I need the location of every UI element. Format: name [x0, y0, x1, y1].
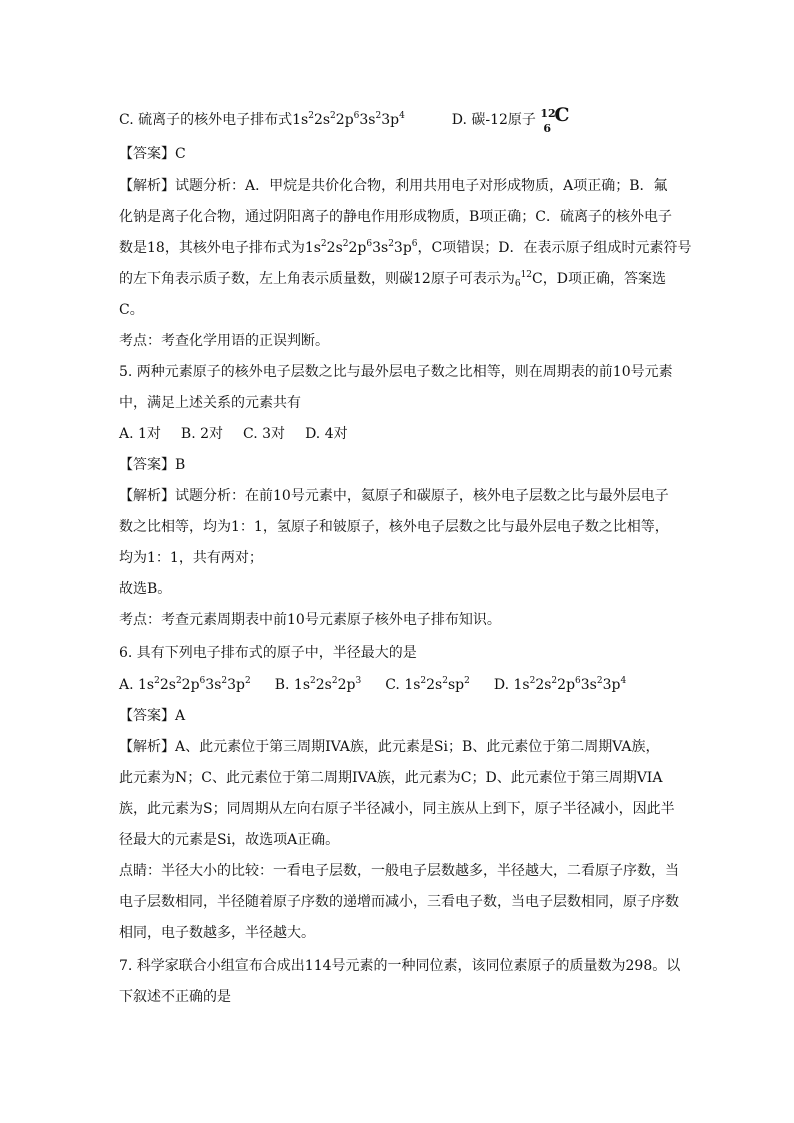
q5-analysis-line: 故选B。 [119, 581, 172, 597]
q4-answer: 【答案】C [119, 146, 186, 162]
q6-analysis-line: 径最大的元素是Si，故选项A正确。 [119, 832, 340, 848]
q6-analysis-line: 族，此元素为S；同周期从左向右原子半径减小，同主族从上到下，原子半径减小，因此半 [119, 801, 675, 817]
q5-analysis-line: 数之比相等，均为1：1，氢原子和铍原子，核外电子层数之比与最外层电子数之比相等， [119, 519, 669, 535]
q4-analysis-line: C。 [119, 302, 144, 318]
q6-option-c: C. $1s^22s^2sp^2$ [385, 676, 470, 693]
q4-analysis-line: 【解析】试题分析：A．甲烷是共价化合物，利用共用电子对形成物质，A项正确；B．氟 [119, 178, 668, 194]
q4-kaodian: 考点：考查化学用语的正误判断。 [119, 333, 329, 349]
q5-answer: 【答案】B [119, 457, 186, 473]
q6-analysis-line: 此元素为N；C、此元素位于第二周期IVA族，此元素为C；D、此元素位于第三周期VIA [119, 770, 663, 786]
q6-analysis-line: 【解析】A、此元素位于第三周期IVA族，此元素是Si；B、此元素位于第二周期VA族， [119, 739, 660, 755]
q6-note-line: 电子层数相同，半径随着原子序数的递增而减小，三看电子数，当电子层数相同，原子序数 [119, 894, 679, 910]
q4-options-cd [119, 104, 570, 135]
q5-stem: 5. 两种元素原子的核外电子层数之比与最外层电子数之比相等，则在周期表的前10号元素 [119, 364, 673, 380]
q6-answer: 【答案】A [119, 708, 186, 724]
q5-options [119, 424, 348, 444]
q6-stem: 6. 具有下列电子排布式的原子中，半径最大的是 [119, 645, 417, 661]
q5-option-a: A. 1对 [119, 426, 161, 442]
q7-stem: 7. 科学家联合小组宣布合成出114号元素的一种同位素，该同位素原子的质量数为298。以 [119, 958, 681, 974]
q6-option-a: A. $1s^22s^22p^63s^23p^2$ [119, 676, 251, 693]
q4-option-c-formula: $1s^22s^22p^63s^23p^4$ [292, 111, 405, 128]
q6-note-line: 相同，电子数越多，半径越大。 [119, 925, 315, 941]
q6-option-d: D. $1s^22s^22p^63s^23p^4$ [493, 676, 627, 693]
q4-analysis-line: 化钠是离子化合物，通过阴阳离子的静电作用形成物质，B项正确；C．硫离子的核外电子 [119, 209, 672, 225]
q6-option-b: B. $1s^22s^22p^3$ [274, 676, 362, 693]
q5-analysis-line: 【解析】试题分析：在前10号元素中，氦原子和碳原子，核外电子层数之比与最外层电子 [119, 488, 669, 504]
q4-analysis-line: 的左下角表示质子数，左上角表示质量数，则碳12原子可表示为$_6^{12}$C，D项正确，答案选 [119, 270, 666, 289]
sulfide-ion-formula: $1s^22s^22p^63s^23p^6$ [304, 239, 418, 256]
q4-option-c: C. 硫离子的核外电子排布式 [119, 112, 293, 128]
carbon-12-nuclide: 12 6 C [540, 104, 570, 135]
q6-note-line: 点睛：半径大小的比较：一看电子层数，一般电子层数越多，半径越大，二看原子序数，当 [119, 863, 679, 879]
q6-options [119, 675, 626, 695]
q7-stem: 下叙述不正确的是 [119, 989, 231, 1005]
q5-stem: 中，满足上述关系的元素共有 [119, 395, 301, 411]
q5-option-b: B. 2对 [180, 426, 224, 442]
q5-option-c: C. 3对 [243, 426, 286, 442]
q5-option-d: D. 4对 [305, 426, 348, 442]
q5-analysis-line: 均为1：1，共有两对； [119, 550, 263, 566]
q4-analysis-line: 数是18，其核外电子排布式为$1s^22s^22p^63s^23p^6$，C项错误；D．在表示原子组成时元素符号 [119, 239, 692, 256]
q5-kaodian: 考点：考查元素周期表中前10号元素原子核外电子排布知识。 [119, 612, 501, 628]
q4-option-d: D. 碳-12原子 [451, 112, 536, 128]
